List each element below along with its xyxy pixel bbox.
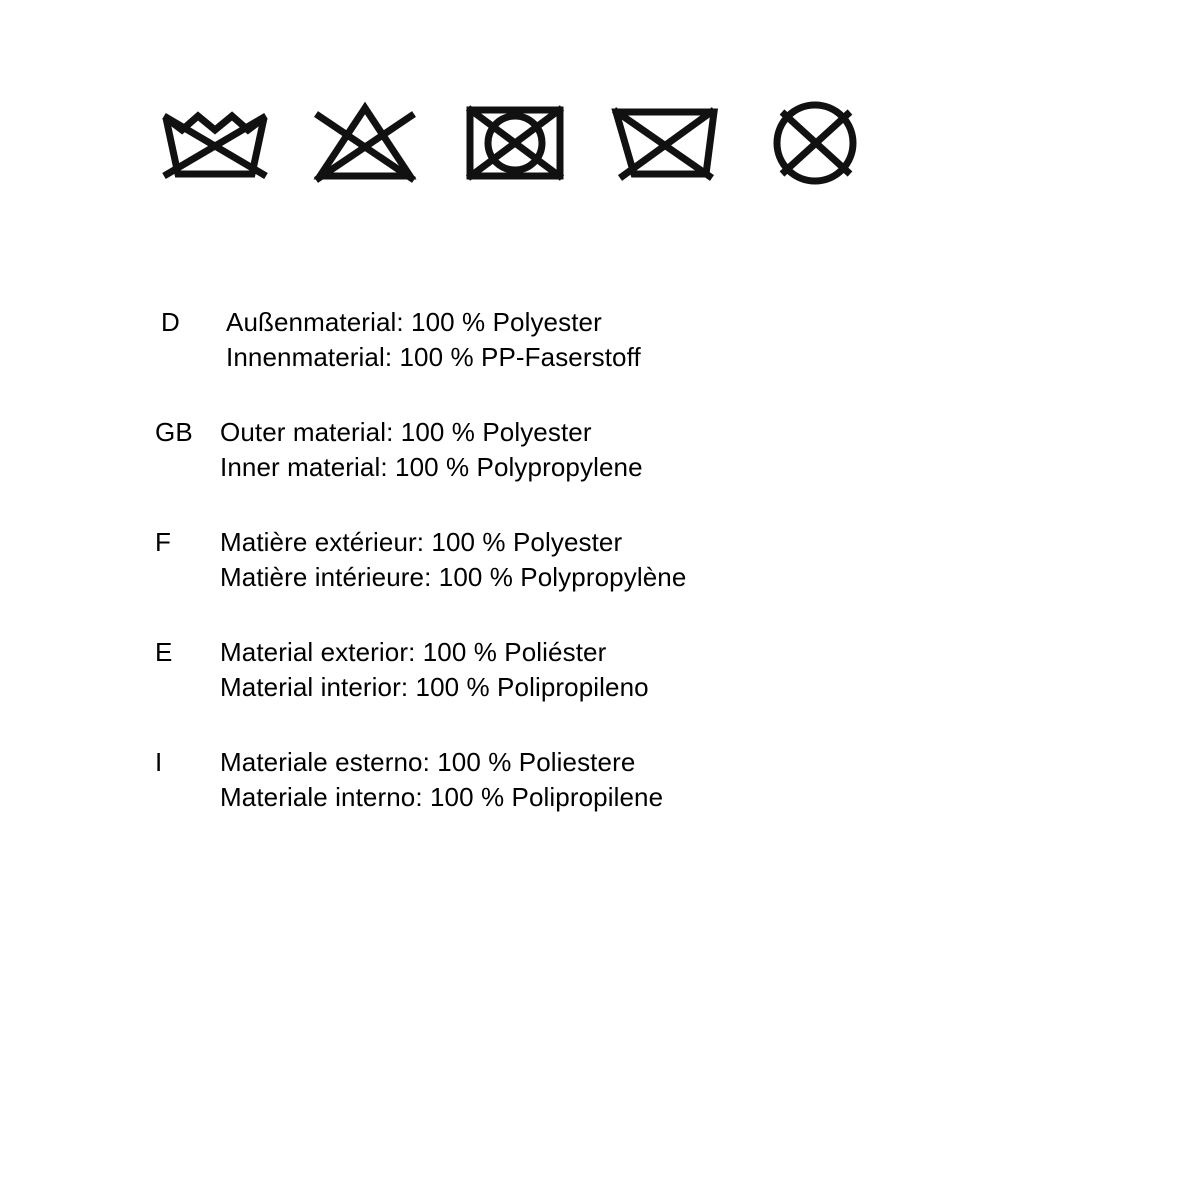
- material-lines: [220, 635, 1055, 705]
- material-line-inner: Material interior: 100 % Polipropileno: [220, 672, 649, 702]
- material-lines: [220, 525, 1055, 595]
- material-composition-list: [155, 305, 1055, 855]
- material-line-outer: Matière extérieur: 100 % Polyester: [220, 527, 623, 557]
- material-line-outer: Outer material: 100 % Polyester: [220, 417, 592, 447]
- language-code: E: [155, 637, 173, 667]
- language-code: GB: [155, 417, 193, 447]
- material-block-es: [155, 635, 1055, 705]
- do-not-iron-symbol: [610, 96, 720, 188]
- material-line-outer: Material exterior: 100 % Poliéster: [220, 637, 607, 667]
- do-not-wash-symbol: [160, 96, 270, 188]
- material-block-it: [155, 745, 1055, 815]
- language-code: D: [161, 307, 180, 337]
- care-symbol-row: [160, 96, 900, 192]
- do-not-bleach-symbol: [310, 96, 420, 188]
- material-line-inner: Innenmaterial: 100 % PP-Faserstoff: [226, 342, 641, 372]
- material-line-inner: Matière intérieure: 100 % Polypropylène: [220, 562, 687, 592]
- material-line-outer: Materiale esterno: 100 % Poliestere: [220, 747, 636, 777]
- language-code: F: [155, 527, 172, 557]
- language-code: I: [155, 747, 163, 777]
- material-block-de: [155, 305, 1055, 375]
- material-block-gb: [155, 415, 1055, 485]
- do-not-tumble-dry-symbol: [460, 96, 570, 188]
- material-lines: [220, 745, 1055, 815]
- material-lines: [226, 305, 1055, 375]
- do-not-dry-clean-symbol: [760, 96, 870, 188]
- material-line-inner: Inner material: 100 % Polypropylene: [220, 452, 643, 482]
- material-block-fr: [155, 525, 1055, 595]
- material-line-outer: Außenmaterial: 100 % Polyester: [226, 307, 602, 337]
- material-line-inner: Materiale interno: 100 % Polipropilene: [220, 782, 664, 812]
- material-lines: [220, 415, 1055, 485]
